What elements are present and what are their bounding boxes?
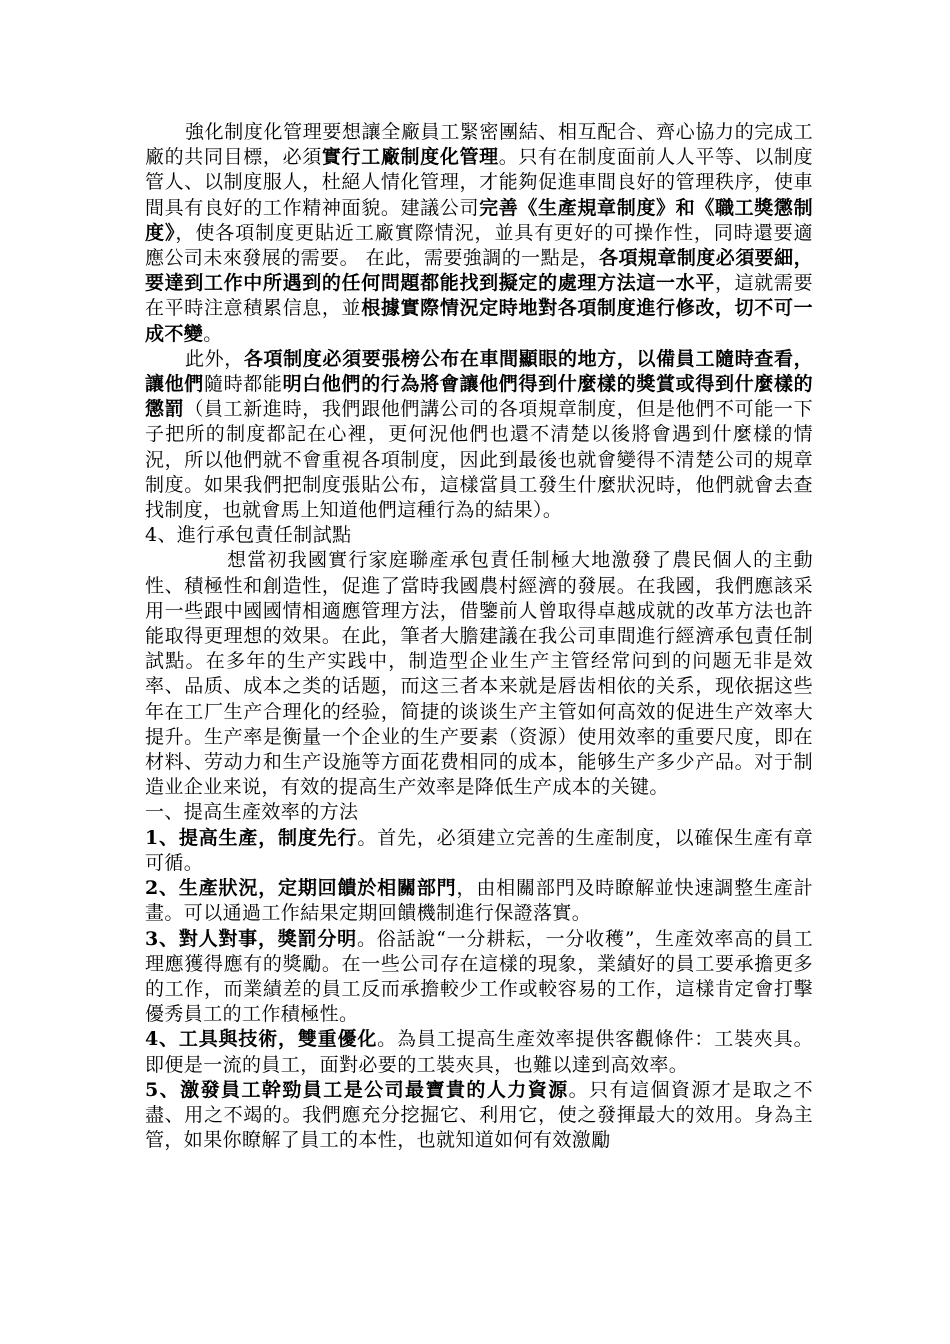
text-run: 隨時都能	[203, 373, 283, 396]
bold-text-run: 各項制度必須要張榜公布在車間顯眼的地方，以備員工隨時查看，讓他們	[145, 347, 813, 396]
paragraph-contract-responsibility: 想當初我國實行家庭聯產承包責任制極大地激發了農民個人的主動性、積極性和創造性，促進了當時我國農村經濟的發展。在我國，我們應該采用一些跟中國國情相適應管理方法，借鑒前人曾取得卓越成就的改革方法也許能取得更理想的效果。在此，筆者大膽建議在我公司車間進行經濟承包責任制試點。在多年的生产实践中，制造型企业生产主管经常问到的问题无非是效率、品质、成本之类的话题，而这三者本来就是唇齿相依的关系，现依据这些年在工厂生产合理化的经验，简捷的谈谈生产主管如何高效的促进生产效率大提升。生产率是衡量一个企业的生产要素（资源）使用效率的重要尺度，即在材料、劳动力和生产设施等方面花费相同的成本，能够生产多少产品。对于制造业企业来说，有效的提高生产效率是降低生产成本的关键。	[145, 549, 813, 799]
bold-text-run: 根據實際情況定時地對各項制度進行修改，切不可一成不變	[145, 297, 813, 345]
bold-text-run: 各項規章制度必須要細，要達到工作中所遇到的任何問題都能找到擬定的處理方法這一水平	[145, 247, 813, 295]
item-title: 2、生產狀況，定期回饋於相關部門	[145, 877, 457, 900]
text-run: ，使各項制度更貼近工廠實際情況，並具有更好的可操作性，同時還要適應公司未來發展的需要。 在此，需要強調的一點是，	[145, 221, 813, 270]
text-run: 此外，	[185, 347, 244, 370]
item-text: 。只有這個資源才是取之不盡、用之不竭的。我們應充分挖掘它、利用它，使之發揮最大的效用。身為主管，如果你瞭解了員工的本性，也就知道如何有效激勵	[145, 1078, 813, 1152]
list-item-4	[145, 1027, 813, 1077]
bold-text-run: 明白他們的行為將會讓他們得到什麼樣的獎賞或得到什麼樣的懲罰	[145, 373, 813, 421]
list-item-3	[145, 927, 813, 1028]
section-heading-efficiency-methods: 一、提高生產效率的方法	[145, 801, 359, 824]
item-title: 3、對人對事，獎罰分明	[145, 927, 357, 950]
item-title: 4、工具與技術，雙重優化	[145, 1028, 378, 1051]
item-text: ，由相關部門及時瞭解並快速調整生產計畫。可以通過工作結果定期回饋機制進行保證落實。	[145, 877, 814, 925]
item-text: 。首先，必須建立完善的生產制度，以確保生產有章可循。	[145, 826, 814, 874]
document-page	[145, 120, 813, 1153]
list-item-2	[145, 876, 813, 926]
item-text: 。為員工提高生產效率提供客觀條件：工裝夾具。即便是一流的員工，面對必要的工裝夾具，也難以達到高效率。	[145, 1028, 813, 1076]
item-title: 1、提高生產，制度先行	[145, 826, 358, 849]
text-run: ，這就需要在平時注意積累信息，並	[145, 272, 813, 320]
paragraph-posting-rules	[145, 347, 813, 523]
section-heading-contract-pilot: 4、進行承包責任制試點	[145, 524, 352, 547]
text-run: 。	[203, 322, 223, 345]
text-run: （員工新進時，我們跟他們講公司的各項規章制度，但是他們不可能一下子把所的制度都記在心裡，更何況他們也還不清楚以後將會遇到什麼樣的情況，所以他們就不會重視各項制度，因此到最後也就會變得不清楚公司的規章制度。如果我們把制度張貼公布，這樣當員工發生什麼狀況時，他們就會去查找制度，也就會馬上知道他們這種行為的結果）。	[145, 398, 813, 522]
item-title: 5、激發員工幹勁員工是公司最寶貴的人力資源	[145, 1078, 569, 1101]
text-run: 。只有在制度面前人人平等、以制度管人、以制度服人，杜絕人情化管理，才能夠促進車間良好的管理秩序，使車間具有良好的工作精神面貌。建議公司	[145, 146, 813, 219]
list-item-5	[145, 1078, 813, 1154]
list-item-1	[145, 826, 813, 876]
bold-text-run: 實行工廠制度化管理	[321, 146, 499, 169]
paragraph-institutional-management	[145, 120, 813, 347]
item-text: 。俗話說“一分耕耘，一分收穫”，生產效率高的員工理應獲得應有的獎勵。在一些公司存在這樣的現象，業績好的員工要承擔更多的工作，而業績差的員工反而承擔較少工作或較容易的工作，這樣肯定會打擊優秀員工的工作積極性。	[145, 927, 814, 1026]
bold-text-run: 完善《生產規章制度》和《職工獎懲制度》	[145, 196, 813, 244]
text-run: 強化制度化管理要想讓全廠員工緊密團結、相互配合、齊心協力的完成工廠的共同目標，必須	[145, 121, 813, 169]
